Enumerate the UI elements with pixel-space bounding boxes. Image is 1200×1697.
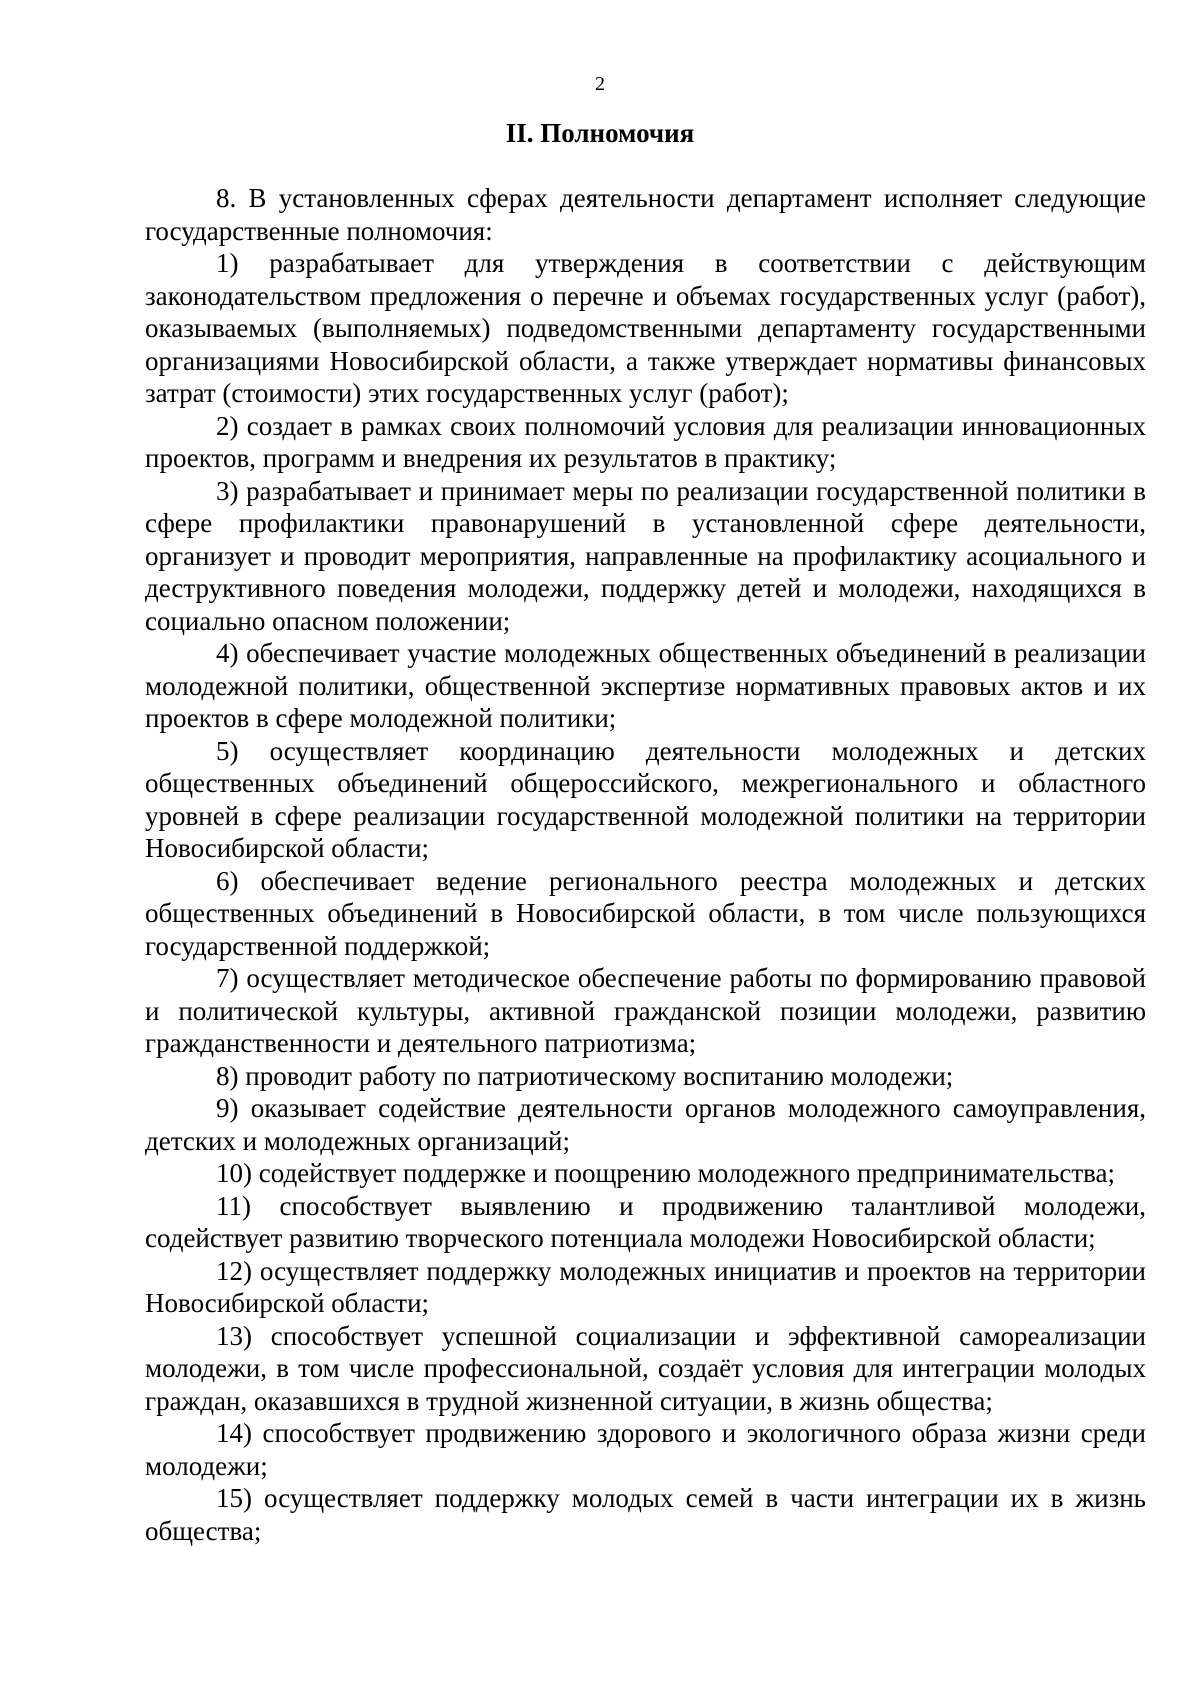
- document-body: [145, 182, 1146, 1547]
- list-item-14: 14) способствует продвижению здорового и экологичного образа жизни среди молодежи;: [145, 1418, 1146, 1481]
- list-item-1: 1) разрабатывает для утверждения в соответствии с действующим законодательством предложения о перечне и объемах государственных услуг (работ), оказываемых (выполняемых) подведомственными департаменту государственными организациями Новосибирской области, а также утверждает нормативы финансовых затрат (стоимости) этих государственных услуг (работ);: [145, 248, 1146, 408]
- list-item-15: 15) осуществляет поддержку молодых семей в части интеграции их в жизнь общества;: [145, 1483, 1146, 1546]
- list-item-8: 8) проводит работу по патриотическому воспитанию молодежи;: [216, 1060, 954, 1091]
- list-item-6: 6) обеспечивает ведение регионального реестра молодежных и детских общественных объединений в Новосибирской области, в том числе пользующихся государственной поддержкой;: [145, 865, 1146, 961]
- list-item-2: 2) создает в рамках своих полномочий условия для реализации инновационных проектов, программ и внедрения их результатов в практику;: [145, 410, 1146, 473]
- list-item-13: 13) способствует успешной социализации и эффективной самореализации молодежи, в том числе профессиональной, создаёт условия для интеграции молодых граждан, оказавшихся в трудной жизненной ситуации, в жизнь общества;: [145, 1320, 1146, 1416]
- list-item-10: 10) содействует поддержке и поощрению молодежного предпринимательства;: [216, 1158, 1116, 1188]
- list-item-4: 4) обеспечивает участие молодежных общественных объединений в реализации молодежной политики, общественной экспертизе нормативных правовых актов и их проектов в сфере молодежной политики;: [145, 638, 1146, 733]
- list-item-9: 9) оказывает содействие деятельности органов молодежного самоуправления, детских и молодежных организаций;: [145, 1093, 1146, 1156]
- list-item-7: 7) осуществляет методическое обеспечение работы по формированию правовой и политической культуры, активной гражданской позиции молодежи, развитию гражданственности и деятельного патриотизма;: [145, 963, 1146, 1058]
- list-item-3: 3) разрабатывает и принимает меры по реализации государственной политики в сфере профилактики правонарушений в установленной сфере деятельности, организует и проводит мероприятия, направленные на профилактику асоциального и деструктивного поведения молодежи, поддержку детей и молодежи, находящихся в социально опасном положении;: [145, 475, 1146, 636]
- list-item-5: 5) осуществляет координацию деятельности молодежных и детских общественных объединений общероссийского, межрегионального и областного уровней в сфере реализации государственной молодежной политики на территории Новосибирской области;: [145, 735, 1146, 863]
- list-item-12: 12) осуществляет поддержку молодежных инициатив и проектов на территории Новосибирской области;: [145, 1255, 1146, 1318]
- section-heading: II. Полномочия: [505, 118, 695, 148]
- page-number: 2: [595, 73, 605, 95]
- paragraph-intro: 8. В установленных сферах деятельности департамент исполняет следующие государственные полномочия:: [145, 183, 1146, 246]
- list-item-11: 11) способствует выявлению и продвижению талантливой молодежи, содействует развитию творческого потенциала молодежи Новосибирской области;: [145, 1190, 1146, 1253]
